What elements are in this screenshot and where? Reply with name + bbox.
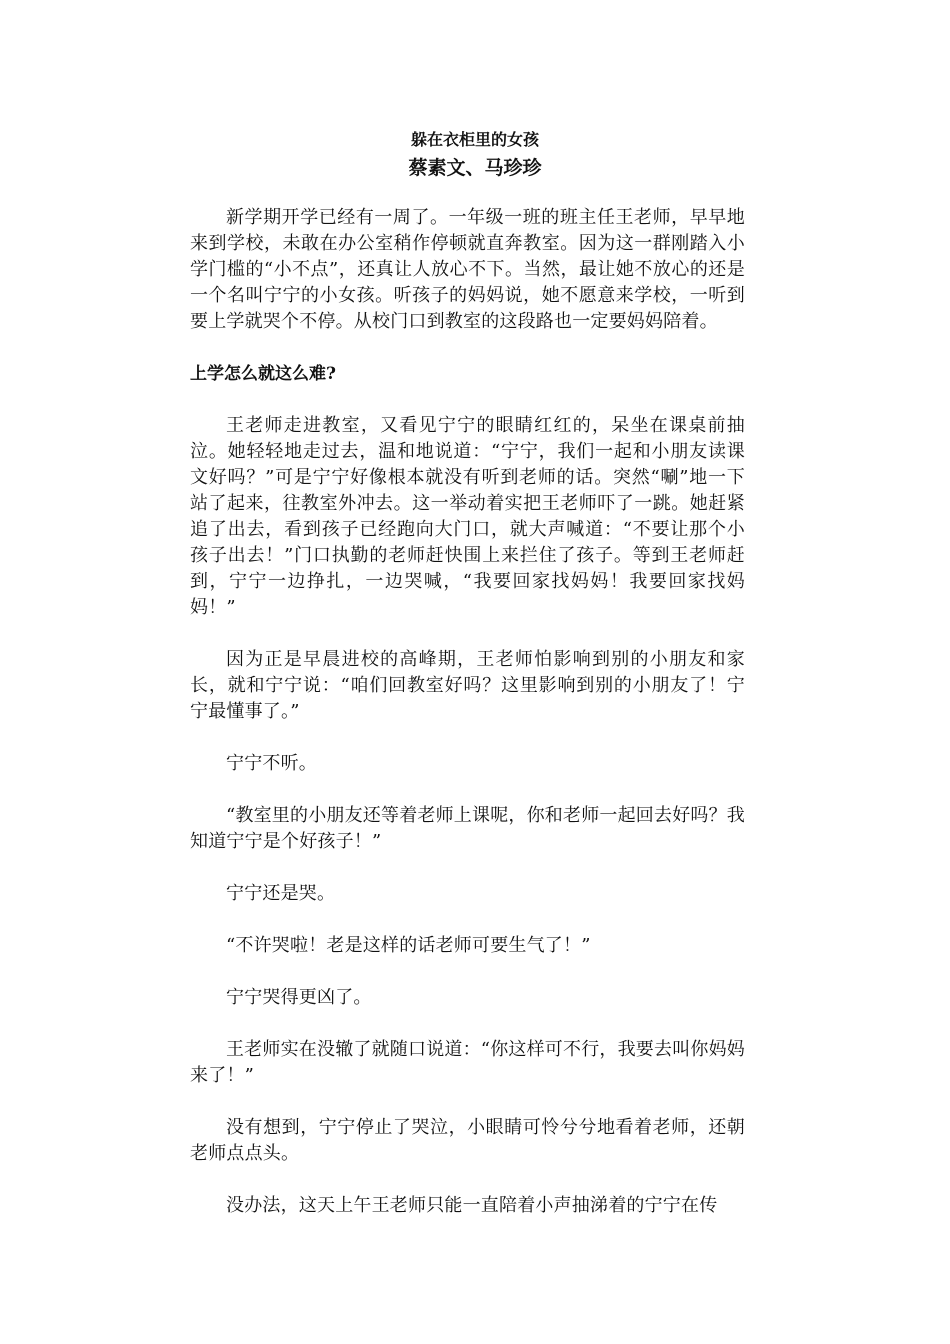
document-body <box>190 205 745 1219</box>
paragraph: 宁宁还是哭。 <box>226 883 336 904</box>
document-authors: 蔡素文、马珍珍 <box>408 157 542 179</box>
document-title: 躲在衣柜里的女孩 <box>410 130 539 149</box>
section-heading: 上学怎么就这么难? <box>190 364 336 384</box>
paragraph: “教室里的小朋友还等着老师上课呢，你和老师一起回去好吗？我知道宁宁是个好孩子！” <box>190 805 745 852</box>
paragraph: 没办法，这天上午王老师只能一直陪着小声抽涕着的宁宁在传 <box>226 1195 718 1216</box>
paragraph: 王老师实在没辙了就随口说道：“你这样可不行，我要去叫你妈妈来了！” <box>190 1039 745 1086</box>
paragraph: 因为正是早晨进校的高峰期，王老师怕影响到别的小朋友和家长，就和宁宁说：“咱们回教室好吗？这里影响到别的小朋友了！宁宁最懂事了。” <box>190 649 745 722</box>
paragraph: 新学期开学已经有一周了。一年级一班的班主任王老师，早早地来到学校，未敢在办公室稍作停顿就直奔教室。因为这一群刚踏入小学门槛的“小不点”，还真让人放心不下。当然，最让她不放心的还是一个名叫宁宁的小女孩。听孩子的妈妈说，她不愿意来学校，一听到要上学就哭个不停。从校门口到教室的这段路也一定要妈妈陪着。 <box>190 207 745 332</box>
paragraph: 宁宁哭得更凶了。 <box>226 987 372 1008</box>
paragraph: “不许哭啦！老是这样的话老师可要生气了！” <box>226 935 591 956</box>
paragraph: 宁宁不听。 <box>226 753 317 774</box>
paragraph: 王老师走进教室，又看见宁宁的眼睛红红的，呆坐在课桌前抽泣。她轻轻地走过去，温和地说道：“宁宁，我们一起和小朋友读课文好吗？”可是宁宁好像根本就没有听到老师的话。突然“唰”地一下站了起来，往教室外冲去。这一举动着实把王老师吓了一跳。她赶紧追了出去，看到孩子已经跑向大门口，就大声喊道：“不要让那个小孩子出去！”门口执勤的老师赶快围上来拦住了孩子。等到王老师赶到，宁宁一边挣扎，一边哭喊，“我要回家找妈妈！我要回家找妈妈！” <box>190 415 745 618</box>
paragraph: 没有想到，宁宁停止了哭泣，小眼睛可怜兮兮地看着老师，还朝老师点点头。 <box>190 1117 745 1164</box>
